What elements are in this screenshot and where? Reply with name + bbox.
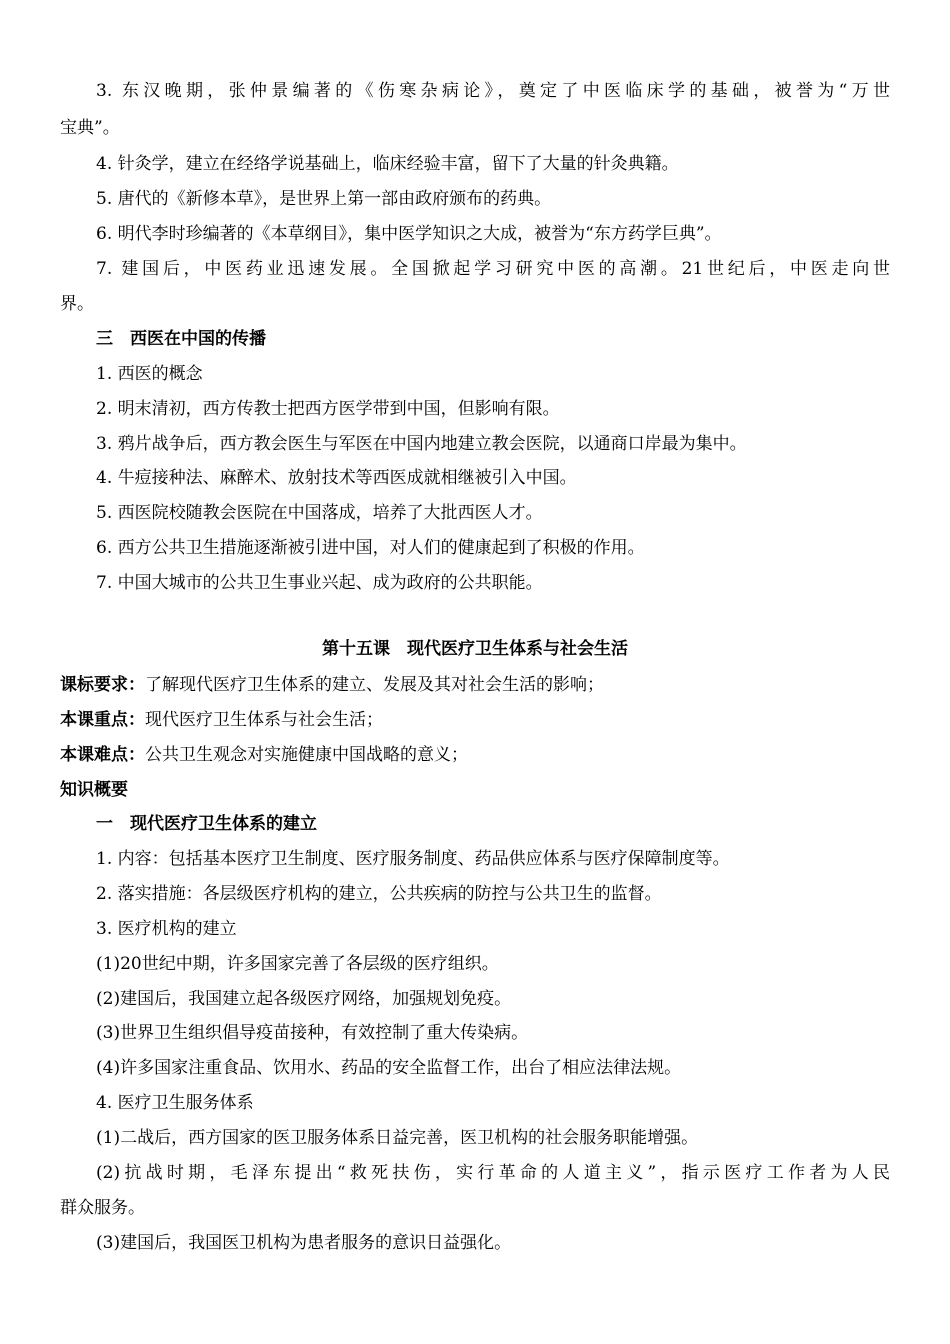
list-item: 3. 医疗机构的建立 [96,919,237,939]
list-item: 2. 明末清初，西方传教士把西方医学带到中国，但影响有限。 [96,399,560,419]
paragraph-item-7-line-2: 界。 [60,294,94,314]
list-item: 5. 西医院校随教会医院在中国落成，培养了大批西医人才。 [96,503,543,523]
list-item: (3)世界卫生组织倡导疫苗接种，有效控制了重大传染病。 [96,1023,529,1043]
requirement-label: 课标要求： [60,675,145,695]
paragraph-item-3-line-2: 宝典”。 [60,118,120,138]
requirement-line [60,674,890,696]
list-item: 1. 西医的概念 [96,364,203,384]
list-item-war-line-2: 群众服务。 [60,1198,145,1218]
list-item: (1)20世纪中期，许多国家完善了各层级的医疗组织。 [96,954,499,974]
list-item: 4. 医疗卫生服务体系 [96,1093,254,1113]
list-item: 3. 鸦片战争后，西方教会医生与军医在中国内地建立教会医院，以通商口岸最为集中。 [96,434,747,454]
list-item: 1. 内容：包括基本医疗卫生制度、医疗服务制度、药品供应体系与医疗保障制度等。 [96,849,730,869]
list-item: 4. 牛痘接种法、麻醉术、放射技术等西医成就相继被引入中国。 [96,468,577,488]
paragraph-item-6: 6. 明代李时珍编著的《本草纲目》，集中医学知识之大成，被誉为“东方药学巨典”。 [96,224,722,244]
key-point-label: 本课重点： [60,710,145,730]
section-heading-western-medicine: 三 西医在中国的传播 [96,329,266,349]
key-point-text: 现代医疗卫生体系与社会生活； [145,710,383,730]
list-item-war-line-1: (2)抗战时期，毛泽东提出“救死扶伤，实行革命的人道主义”，指示医疗工作者为人民 [96,1163,890,1183]
overview-label: 知识概要 [60,780,128,800]
list-item: 7. 中国大城市的公共卫生事业兴起、成为政府的公共职能。 [96,573,543,593]
list-item: (4)许多国家注重食品、饮用水、药品的安全监督工作，出台了相应法律法规。 [96,1058,682,1078]
paragraph-item-3-line-1: 3. 东汉晚期，张仲景编著的《伤寒杂病论》，奠定了中医临床学的基础，被誉为“万世 [96,81,890,101]
lesson-title: 第十五课 现代医疗卫生体系与社会生活 [322,639,628,659]
paragraph-item-4: 4. 针灸学，建立在经络学说基础上，临床经验丰富，留下了大量的针灸典籍。 [96,154,679,174]
paragraph-item-7-line-1: 7. 建国后，中医药业迅速发展。全国掀起学习研究中医的高潮。21世纪后，中医走向世 [96,259,890,279]
difficulty-line [60,744,890,766]
key-point-line [60,709,890,731]
list-item: (2)建国后，我国建立起各级医疗网络，加强规划免疫。 [96,989,512,1009]
list-item: 6. 西方公共卫生措施逐渐被引进中国，对人们的健康起到了积极的作用。 [96,538,645,558]
list-item: (3)建国后，我国医卫机构为患者服务的意识日益强化。 [96,1233,512,1253]
difficulty-text: 公共卫生观念对实施健康中国战略的意义； [145,745,468,765]
list-item: 2. 落实措施：各层级医疗机构的建立，公共疾病的防控与公共卫生的监督。 [96,884,662,904]
requirement-text: 了解现代医疗卫生体系的建立、发展及其对社会生活的影响； [145,675,604,695]
difficulty-label: 本课难点： [60,745,145,765]
section-heading-modern-system: 一 现代医疗卫生体系的建立 [96,814,317,834]
list-item: (1)二战后，西方国家的医卫服务体系日益完善，医卫机构的社会服务职能增强。 [96,1128,699,1148]
paragraph-item-5: 5. 唐代的《新修本草》，是世界上第一部由政府颁布的药典。 [96,189,552,209]
